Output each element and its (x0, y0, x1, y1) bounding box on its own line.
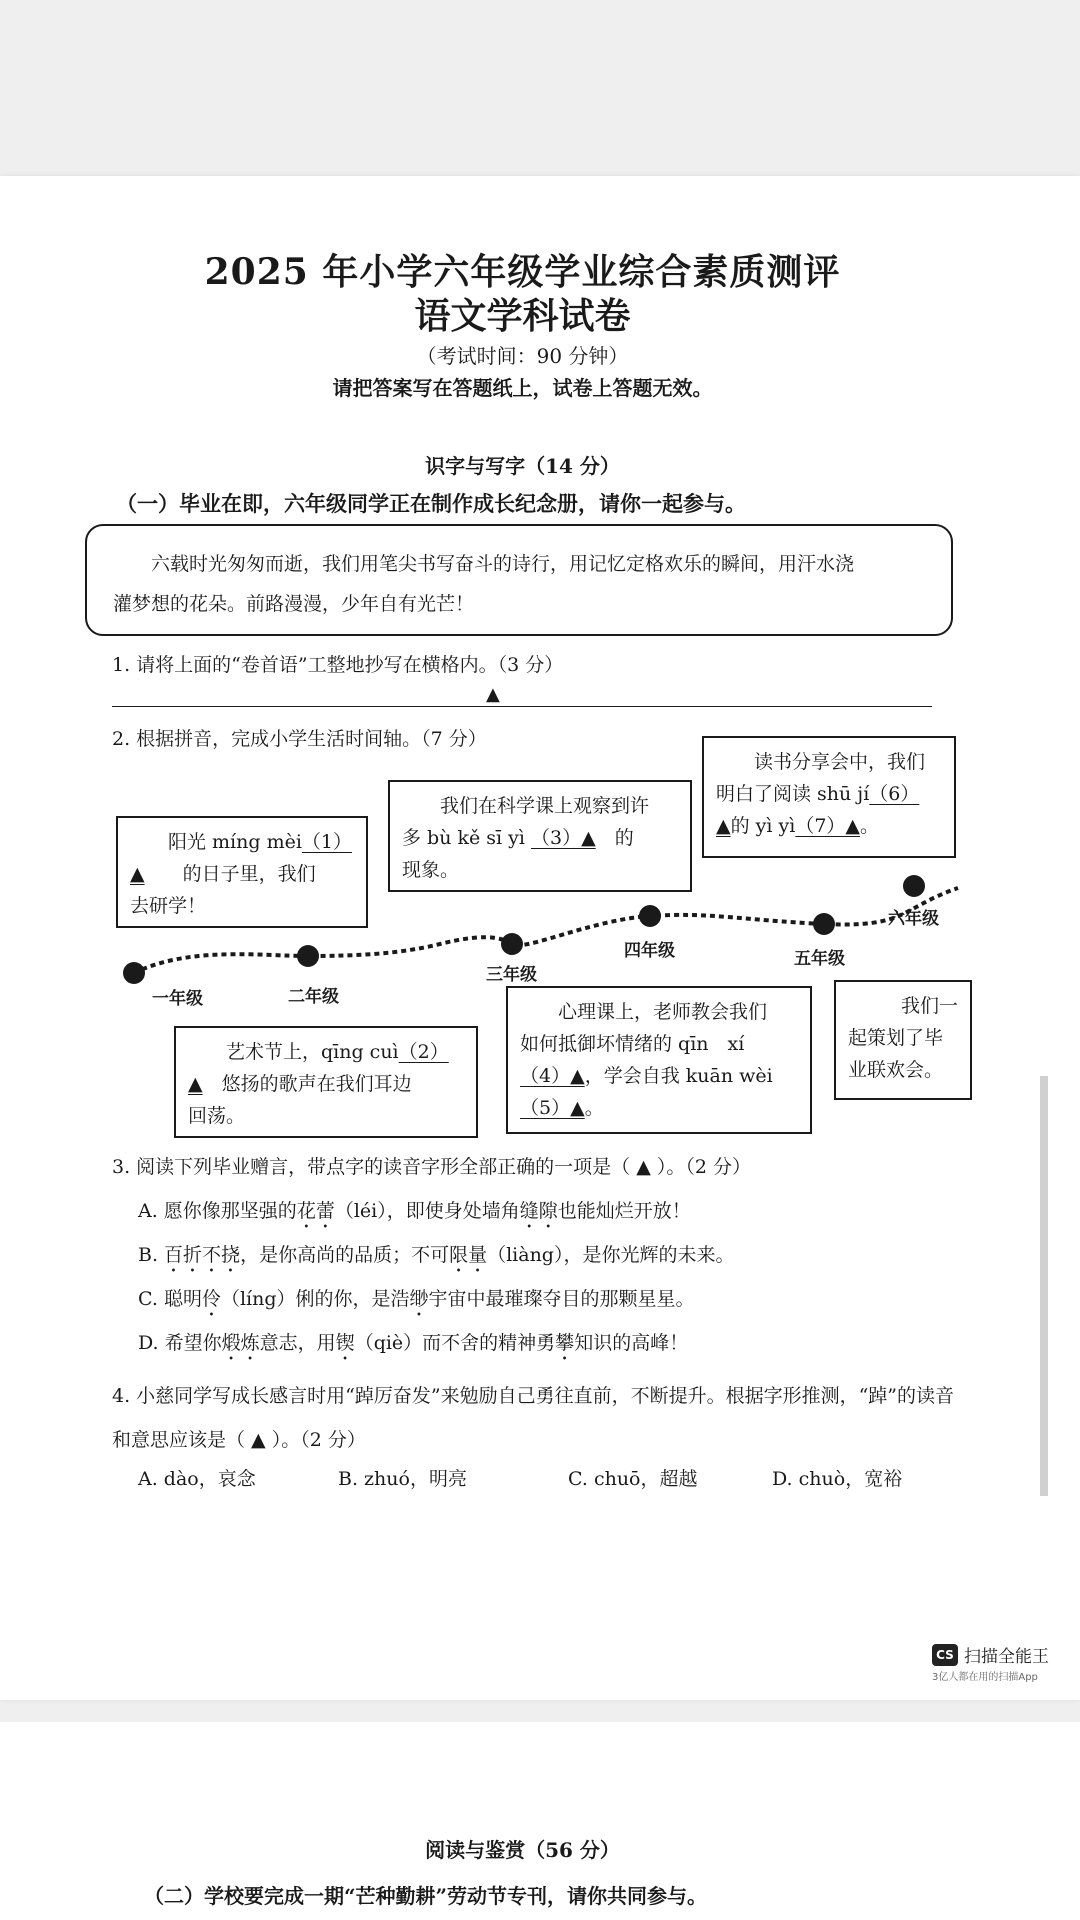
timeline-box-grade-3 (388, 780, 692, 892)
box-e-text-4: 。 (584, 1097, 604, 1119)
box-f-text: 我们一 (900, 995, 958, 1017)
option-3a: A. 愿你像那坚强的花蕾（léi），即使身处墙角缝隙也能灿烂开放！ (138, 1200, 691, 1222)
question-3: 3. 阅读下列毕业赠言，带点字的读音字形全部正确的一项是（ ▲ ）。（2 分） (112, 1156, 751, 1178)
question-2: 2. 根据拼音，完成小学生活时间轴。（7 分） (112, 728, 487, 750)
box-a-text-3: 去研学！ (130, 895, 207, 917)
exam-notice: 请把答案写在答题纸上，试卷上答题无效。 (332, 376, 713, 400)
box-d-text: 艺术节上，qīng cuì (226, 1041, 399, 1063)
box-b-text-3: 的 (614, 827, 634, 849)
box-d-text-2: 悠扬的歌声在我们耳边 (221, 1073, 412, 1095)
question-1: 1. 请将上面的“卷首语”工整地抄写在横格内。（3 分） (112, 654, 564, 676)
timeline-box-grade-2 (174, 1026, 478, 1138)
blank-7: （7）▲ (795, 815, 861, 837)
option-4a: A. dào，哀念 (138, 1468, 256, 1490)
box-b-text: 我们在科学课上观察到许 (440, 795, 650, 817)
grade-label-4: 四年级 (624, 941, 675, 961)
exam-page-1 (0, 176, 1080, 1700)
preface-line-1: 六载时光匆匆而逝，我们用笔尖书写奋斗的诗行，用记忆定格欢乐的瞬间，用汗水浇 (151, 553, 855, 575)
blank-6-marker: ▲ (716, 815, 731, 837)
exam-subtitle: 语文学科试卷 (414, 295, 631, 337)
scanner-watermark (932, 1642, 1049, 1667)
page-edge-shadow (1040, 1076, 1048, 1496)
grade-2-node (297, 945, 319, 967)
box-c-text-4: 。 (860, 815, 880, 837)
blank-2-marker: ▲ (188, 1073, 203, 1095)
box-b-text-4: 现象。 (402, 859, 460, 881)
part-one-intro: （一）毕业在即，六年级同学正在制作成长纪念册，请你一起参与。 (116, 491, 746, 516)
box-a-text: 阳光 míng mèi (168, 831, 302, 853)
blank-5: （5）▲ (520, 1097, 585, 1119)
box-f-text-2: 起策划了毕 (848, 1027, 944, 1049)
question-4: 4. 小慈同学写成长感言时用“踔厉奋发”来勉励自己勇往直前，不断提升。根据字形推测，“踔”的读音和意思应该是（ ▲ ）。（2 分） (112, 1385, 955, 1451)
box-c-text-2: 明白了阅读 shū jí (716, 783, 870, 805)
scanner-name: 扫描全能王 (964, 1647, 1049, 1667)
box-e-text-2: 如何抵御坏情绪的 qīn xí (520, 1033, 745, 1055)
timeline-box-grade-1 (116, 816, 368, 928)
grade-label-3: 三年级 (486, 965, 537, 985)
box-f-text-3: 业联欢会。 (848, 1059, 944, 1081)
timeline-box-grade-5 (834, 980, 972, 1100)
box-d-text-3: 回荡。 (188, 1105, 246, 1127)
grade-5-node (813, 913, 835, 935)
section-2-heading: 阅读与鉴赏（56 分） (425, 1838, 620, 1862)
grade-label-5: 五年级 (794, 949, 845, 969)
box-c-text-3: 的 yì yì (730, 815, 796, 837)
exam-page-2 (0, 1722, 1080, 1920)
grade-label-1: 一年级 (152, 989, 203, 1009)
box-a-text-2: 的日子里，我们 (182, 863, 316, 885)
option-3b: B. 百折不挠，是你高尚的品质；不可限量（liàng），是你光辉的未来。 (138, 1244, 735, 1266)
blank-2: （2） (398, 1041, 449, 1063)
option-4b: B. zhuó，明亮 (338, 1468, 467, 1490)
blank-6: （6） (869, 783, 920, 805)
option-3d: D. 希望你煅炼意志，用锲（qiè）而不舍的精神勇攀知识的高峰！ (138, 1332, 689, 1354)
grade-1-node (123, 962, 145, 984)
exam-title: 2025 年小学六年级学业综合素质测评 (204, 251, 841, 293)
box-e-text: 心理课上，老师教会我们 (558, 1001, 768, 1023)
timeline-box-grade-6 (702, 736, 956, 858)
option-3c: C. 聪明伶（líng）俐的你，是浩缈宇宙中最璀璨夺目的那颗星星。 (138, 1288, 695, 1310)
part-two-intro: （二）学校要完成一期“芒种勤耕”劳动节专刊，请你共同参与。 (144, 1884, 708, 1908)
scanner-logo-icon: CS (932, 1644, 958, 1666)
grade-4-node (639, 905, 661, 927)
timeline-box-grade-4 (506, 986, 812, 1134)
box-c-text: 读书分享会中，我们 (754, 751, 926, 773)
grade-label-2: 二年级 (288, 987, 339, 1007)
blank-3: （3）▲ (531, 827, 596, 849)
exam-time: （考试时间：90 分钟） (416, 344, 629, 368)
option-4c: C. chuō，超越 (568, 1468, 698, 1490)
grade-label-6: 六年级 (888, 909, 939, 929)
grade-6-node (903, 875, 925, 897)
answer-marker: ▲ (486, 684, 500, 705)
blank-1: （1） (301, 831, 353, 853)
section-heading: 识字与写字（14 分） (425, 454, 620, 478)
grade-3-node (501, 933, 523, 955)
box-b-text-2: 多 bù kě sī yì (402, 827, 525, 849)
box-e-text-3: ，学会自我 kuān wèi (584, 1065, 773, 1087)
blank-4: （4）▲ (520, 1065, 585, 1087)
scanner-tagline: 3亿人都在用的扫描App (932, 1672, 1038, 1683)
preface-line-2: 灌梦想的花朵。前路漫漫，少年自有光芒！ (113, 593, 475, 615)
blank-1-marker: ▲ (130, 863, 145, 885)
option-4d: D. chuò，宽裕 (772, 1468, 903, 1490)
